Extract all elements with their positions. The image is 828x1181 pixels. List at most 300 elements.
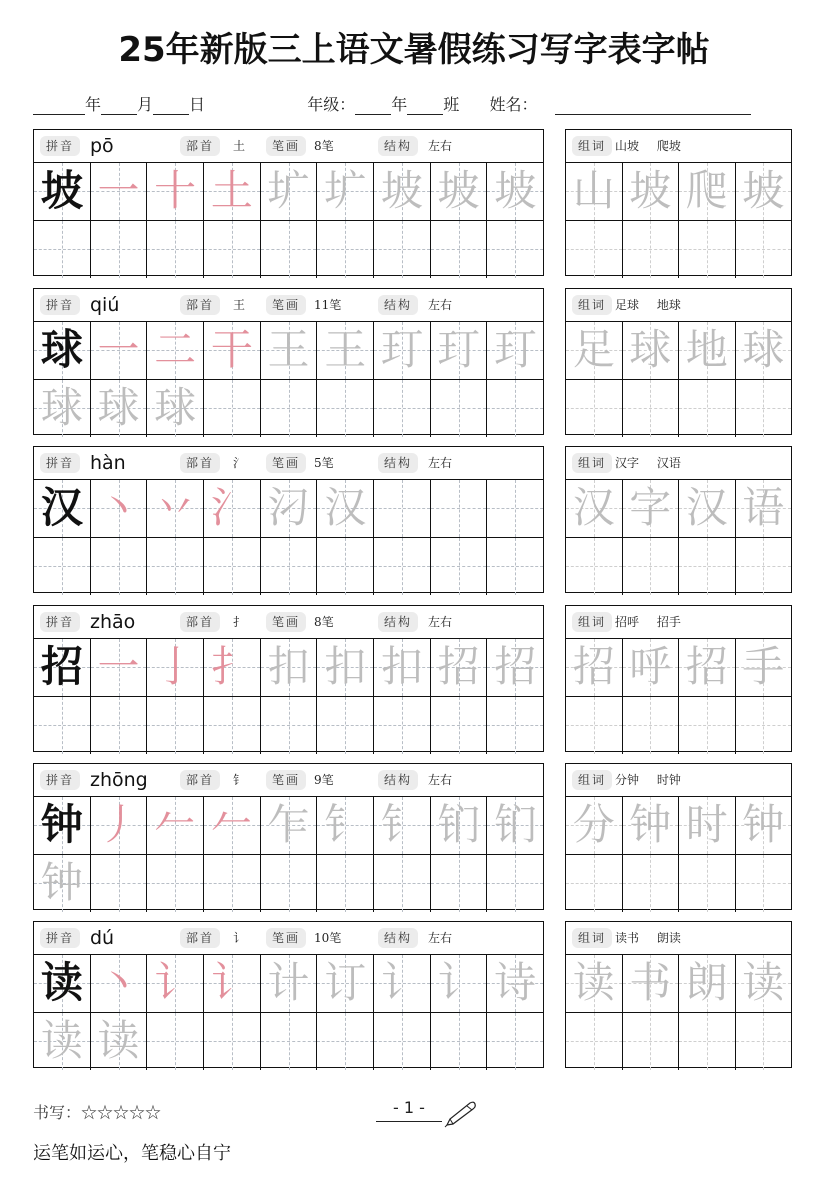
stroke-step-glyph: 坡 bbox=[494, 166, 537, 216]
word-trace-cell[interactable] bbox=[566, 639, 623, 696]
practice-cell[interactable] bbox=[623, 855, 680, 912]
practice-cell[interactable] bbox=[261, 380, 318, 437]
practice-cell[interactable] bbox=[431, 221, 488, 278]
strokes-label: 笔画 bbox=[266, 295, 306, 315]
practice-cell[interactable] bbox=[34, 697, 91, 754]
practice-cell[interactable] bbox=[317, 1013, 374, 1070]
stroke-step-glyph: 诗 bbox=[494, 958, 537, 1008]
stroke-order-cell[interactable] bbox=[317, 322, 374, 379]
radical-label: 部首 bbox=[180, 770, 220, 790]
practice-cell[interactable] bbox=[431, 855, 488, 912]
stroke-order-cell[interactable] bbox=[261, 955, 318, 1012]
grade-blank[interactable] bbox=[355, 96, 391, 115]
practice-cell[interactable] bbox=[317, 221, 374, 278]
stroke-order-cell[interactable] bbox=[487, 163, 543, 220]
word-trace-cell[interactable] bbox=[623, 955, 680, 1012]
stroke-order-cell[interactable] bbox=[91, 955, 148, 1012]
class-label: 班 bbox=[443, 95, 460, 114]
stroke-order-cell[interactable] bbox=[91, 380, 148, 437]
character-info-header bbox=[34, 447, 543, 480]
radical-value: 王 bbox=[233, 298, 246, 312]
class-blank[interactable] bbox=[407, 96, 443, 115]
pinyin-label: 拼音 bbox=[40, 770, 80, 790]
stroke-step-glyph: 圹 bbox=[267, 166, 310, 216]
practice-cell[interactable] bbox=[374, 855, 431, 912]
practice-cell[interactable] bbox=[204, 697, 261, 754]
word-trace-glyph: 书 bbox=[629, 958, 672, 1008]
practice-cell[interactable] bbox=[566, 538, 623, 595]
strokes-label: 笔画 bbox=[266, 928, 306, 948]
practice-cell[interactable] bbox=[317, 380, 374, 437]
stroke-order-cell[interactable] bbox=[204, 163, 261, 220]
stroke-order-cell[interactable] bbox=[317, 480, 374, 537]
practice-cell[interactable] bbox=[204, 380, 261, 437]
stroke-step-glyph: 圹 bbox=[324, 166, 367, 216]
stroke-step-glyph: 汈 bbox=[267, 483, 310, 533]
practice-cell[interactable] bbox=[431, 538, 488, 595]
stroke-step-glyph: 玎 bbox=[494, 325, 537, 375]
structure-value: 左右 bbox=[428, 931, 453, 945]
strokes-label: 笔画 bbox=[266, 136, 306, 156]
name-blank[interactable] bbox=[555, 96, 751, 115]
stroke-step-glyph: 二 bbox=[154, 325, 197, 375]
word-trace-glyph: 球 bbox=[629, 325, 672, 375]
stroke-step-glyph: 钔 bbox=[437, 800, 480, 850]
pinyin-value: zhāo bbox=[90, 611, 136, 633]
word-trace-cell[interactable] bbox=[679, 322, 736, 379]
word-trace-cell[interactable] bbox=[736, 797, 792, 854]
strokes-label: 笔画 bbox=[266, 770, 306, 790]
word-trace-cell[interactable] bbox=[736, 322, 792, 379]
practice-cell[interactable] bbox=[736, 855, 792, 912]
stroke-step-glyph: 𠂉 bbox=[154, 800, 197, 850]
name-label: 姓名： bbox=[489, 95, 538, 114]
practice-cell[interactable] bbox=[679, 1013, 736, 1070]
stroke-step-glyph: 氵 bbox=[210, 483, 253, 533]
grade-label: 年级： bbox=[307, 95, 356, 114]
word-trace-cell[interactable] bbox=[736, 480, 792, 537]
practice-cell[interactable] bbox=[487, 1013, 543, 1070]
word-trace-glyph: 时 bbox=[685, 800, 728, 850]
word-trace-cell[interactable] bbox=[679, 480, 736, 537]
stroke-step-glyph: 订 bbox=[324, 958, 367, 1008]
stroke-order-cell[interactable] bbox=[374, 955, 431, 1012]
practice-cell[interactable] bbox=[261, 697, 318, 754]
stroke-step-glyph: 扣 bbox=[380, 642, 423, 692]
practice-cell[interactable] bbox=[679, 380, 736, 437]
stroke-order-cell[interactable] bbox=[91, 480, 148, 537]
practice-cell[interactable] bbox=[261, 538, 318, 595]
practice-cell[interactable] bbox=[566, 1013, 623, 1070]
words-header bbox=[566, 447, 791, 480]
stroke-step-glyph: 讠 bbox=[437, 958, 480, 1008]
pinyin-label: 拼音 bbox=[40, 136, 80, 156]
practice-cell[interactable] bbox=[736, 538, 792, 595]
structure-value: 左右 bbox=[428, 773, 453, 787]
words-label: 组词 bbox=[572, 928, 612, 948]
radical-label: 部首 bbox=[180, 295, 220, 315]
character-section bbox=[0, 288, 828, 436]
practice-cell[interactable] bbox=[487, 380, 543, 437]
structure-label: 结构 bbox=[378, 770, 418, 790]
practice-cell[interactable] bbox=[487, 697, 543, 754]
pinyin-value: qiú bbox=[90, 294, 120, 316]
practice-cell[interactable] bbox=[566, 855, 623, 912]
word-trace-cell[interactable] bbox=[623, 322, 680, 379]
word-practice-grid bbox=[565, 288, 792, 435]
stroke-order-cell[interactable] bbox=[147, 955, 204, 1012]
word-trace-glyph: 爬 bbox=[685, 166, 728, 216]
stroke-order-cell[interactable] bbox=[374, 797, 431, 854]
stroke-order-cell[interactable] bbox=[147, 380, 204, 437]
word-trace-glyph: 山 bbox=[572, 166, 615, 216]
rating-stars[interactable]: ☆☆☆☆☆ bbox=[81, 1103, 162, 1122]
stroke-step-glyph: 丶 bbox=[97, 483, 140, 533]
word-trace-cell[interactable] bbox=[566, 955, 623, 1012]
word-trace-cell[interactable] bbox=[623, 163, 680, 220]
words-value: 汉字 汉语 bbox=[615, 456, 681, 470]
practice-cell[interactable] bbox=[431, 380, 488, 437]
word-trace-glyph: 球 bbox=[742, 325, 785, 375]
stroke-step-glyph: 扌 bbox=[210, 642, 253, 692]
stroke-order-cell[interactable] bbox=[431, 639, 488, 696]
stroke-order-cell[interactable] bbox=[261, 163, 318, 220]
practice-cell[interactable] bbox=[147, 697, 204, 754]
stroke-order-cell[interactable] bbox=[317, 163, 374, 220]
stroke-step-glyph: 王 bbox=[324, 325, 367, 375]
model-character: 坡 bbox=[40, 166, 83, 216]
word-trace-glyph: 足 bbox=[572, 325, 615, 375]
practice-cell[interactable] bbox=[147, 855, 204, 912]
model-character: 球 bbox=[40, 325, 83, 375]
stroke-order-cell[interactable] bbox=[487, 955, 543, 1012]
stroke-order-cell[interactable] bbox=[374, 322, 431, 379]
words-header bbox=[566, 130, 791, 163]
stroke-order-cell[interactable] bbox=[431, 797, 488, 854]
pinyin-label: 拼音 bbox=[40, 928, 80, 948]
stroke-order-cell[interactable] bbox=[91, 639, 148, 696]
stroke-order-cell[interactable] bbox=[374, 639, 431, 696]
practice-cell[interactable] bbox=[204, 855, 261, 912]
practice-cell[interactable] bbox=[623, 697, 680, 754]
word-trace-cell[interactable] bbox=[623, 797, 680, 854]
stroke-step-glyph: 钟 bbox=[40, 858, 83, 908]
practice-cell[interactable] bbox=[204, 1013, 261, 1070]
stroke-order-cell[interactable] bbox=[317, 955, 374, 1012]
stroke-step-glyph: 球 bbox=[154, 383, 197, 433]
practice-cell[interactable] bbox=[623, 1013, 680, 1070]
character-section bbox=[0, 129, 828, 277]
practice-cell[interactable] bbox=[679, 538, 736, 595]
structure-label: 结构 bbox=[378, 612, 418, 632]
word-trace-cell[interactable] bbox=[623, 639, 680, 696]
pinyin-value: pō bbox=[90, 135, 114, 157]
practice-cell[interactable] bbox=[147, 538, 204, 595]
word-practice-grid bbox=[565, 446, 792, 593]
practice-cell[interactable] bbox=[431, 697, 488, 754]
word-practice-grid bbox=[565, 921, 792, 1068]
words-value: 足球 地球 bbox=[615, 298, 681, 312]
word-trace-cell[interactable] bbox=[566, 322, 623, 379]
word-trace-glyph: 招 bbox=[685, 642, 728, 692]
stroke-order-cell[interactable] bbox=[147, 797, 204, 854]
words-value: 分钟 时钟 bbox=[615, 773, 681, 787]
practice-cell[interactable] bbox=[91, 855, 148, 912]
practice-cell[interactable] bbox=[623, 221, 680, 278]
stroke-step-glyph: 球 bbox=[40, 383, 83, 433]
stroke-step-glyph: 玎 bbox=[437, 325, 480, 375]
character-section bbox=[0, 763, 828, 911]
stroke-order-cell[interactable] bbox=[487, 322, 543, 379]
word-trace-cell[interactable] bbox=[566, 163, 623, 220]
stroke-step-glyph: 读 bbox=[40, 1016, 83, 1066]
structure-label: 结构 bbox=[378, 136, 418, 156]
student-info-line bbox=[33, 92, 751, 116]
stroke-step-glyph: 一 bbox=[97, 166, 140, 216]
structure-value: 左右 bbox=[428, 456, 453, 470]
stroke-order-cell[interactable] bbox=[34, 1013, 91, 1070]
radical-value: 土 bbox=[233, 139, 246, 153]
practice-cell[interactable] bbox=[736, 1013, 792, 1070]
stroke-order-cell[interactable] bbox=[374, 163, 431, 220]
stroke-order-cell[interactable] bbox=[147, 480, 204, 537]
word-trace-glyph: 语 bbox=[742, 483, 785, 533]
practice-cell[interactable] bbox=[679, 221, 736, 278]
page-number: - 1 - bbox=[376, 1098, 442, 1122]
stroke-order-cell[interactable] bbox=[34, 855, 91, 912]
character-info-header bbox=[34, 922, 543, 955]
stroke-step-glyph: 乍 bbox=[267, 800, 310, 850]
stroke-order-cell[interactable] bbox=[431, 955, 488, 1012]
practice-cell[interactable] bbox=[374, 538, 431, 595]
stroke-order-cell[interactable] bbox=[34, 380, 91, 437]
model-character-cell bbox=[34, 639, 91, 696]
grade-year-label: 年 bbox=[391, 95, 408, 114]
stroke-step-glyph: 汉 bbox=[324, 483, 367, 533]
stroke-order-cell[interactable] bbox=[91, 163, 148, 220]
practice-cell[interactable] bbox=[374, 380, 431, 437]
stroke-practice-grid bbox=[33, 288, 544, 435]
word-trace-cell[interactable] bbox=[623, 480, 680, 537]
stroke-step-glyph: 坡 bbox=[437, 166, 480, 216]
practice-cell[interactable] bbox=[374, 221, 431, 278]
stroke-order-cell[interactable] bbox=[261, 322, 318, 379]
stroke-step-glyph: 讠 bbox=[154, 958, 197, 1008]
practice-cell[interactable] bbox=[204, 538, 261, 595]
word-trace-glyph: 字 bbox=[629, 483, 672, 533]
stroke-practice-grid bbox=[33, 605, 544, 752]
radical-value: 讠 bbox=[233, 931, 246, 945]
word-trace-cell[interactable] bbox=[679, 955, 736, 1012]
radical-value: 钅 bbox=[233, 773, 246, 787]
practice-cell[interactable] bbox=[679, 855, 736, 912]
structure-label: 结构 bbox=[378, 295, 418, 315]
stroke-step-glyph: 扣 bbox=[324, 642, 367, 692]
stroke-order-cell[interactable] bbox=[204, 797, 261, 854]
practice-cell[interactable] bbox=[431, 480, 488, 537]
stroke-order-cell[interactable] bbox=[91, 1013, 148, 1070]
radical-label: 部首 bbox=[180, 612, 220, 632]
stroke-step-glyph: 王 bbox=[267, 325, 310, 375]
word-trace-glyph: 读 bbox=[572, 958, 615, 1008]
stroke-step-glyph: 亅 bbox=[154, 642, 197, 692]
day-label: 日 bbox=[189, 95, 206, 114]
strokes-value: 10笔 bbox=[314, 931, 342, 945]
word-trace-glyph: 汉 bbox=[572, 483, 615, 533]
stroke-order-cell[interactable] bbox=[317, 797, 374, 854]
stroke-step-glyph: 扣 bbox=[267, 642, 310, 692]
stroke-step-glyph: 钔 bbox=[494, 800, 537, 850]
structure-value: 左右 bbox=[428, 298, 453, 312]
stroke-order-cell[interactable] bbox=[261, 797, 318, 854]
stroke-order-cell[interactable] bbox=[487, 639, 543, 696]
model-character: 读 bbox=[40, 958, 83, 1008]
stroke-order-cell[interactable] bbox=[147, 322, 204, 379]
word-trace-cell[interactable] bbox=[736, 639, 792, 696]
stroke-order-cell[interactable] bbox=[204, 639, 261, 696]
word-trace-cell[interactable] bbox=[679, 797, 736, 854]
stroke-step-glyph: 一 bbox=[97, 325, 140, 375]
practice-cell[interactable] bbox=[566, 380, 623, 437]
pen-icon bbox=[444, 1100, 478, 1128]
stroke-step-glyph: 招 bbox=[437, 642, 480, 692]
practice-cell[interactable] bbox=[317, 855, 374, 912]
practice-cell[interactable] bbox=[91, 538, 148, 595]
month-blank[interactable] bbox=[101, 96, 137, 115]
word-trace-cell[interactable] bbox=[566, 797, 623, 854]
stroke-practice-grid bbox=[33, 129, 544, 276]
stroke-step-glyph: 钅 bbox=[380, 800, 423, 850]
year-blank[interactable] bbox=[33, 96, 85, 115]
stroke-order-cell[interactable] bbox=[261, 639, 318, 696]
word-trace-cell[interactable] bbox=[736, 955, 792, 1012]
words-label: 组词 bbox=[572, 453, 612, 473]
stroke-step-glyph: 𠂉 bbox=[210, 800, 253, 850]
word-trace-glyph: 钟 bbox=[629, 800, 672, 850]
stroke-order-cell[interactable] bbox=[147, 163, 204, 220]
practice-cell[interactable] bbox=[736, 697, 792, 754]
strokes-value: 9笔 bbox=[314, 773, 334, 787]
word-practice-grid bbox=[565, 763, 792, 910]
stroke-practice-grid bbox=[33, 921, 544, 1068]
word-trace-cell[interactable] bbox=[679, 639, 736, 696]
practice-cell[interactable] bbox=[374, 697, 431, 754]
pinyin-value: hàn bbox=[90, 452, 126, 474]
stroke-step-glyph: 玎 bbox=[380, 325, 423, 375]
practice-cell[interactable] bbox=[487, 855, 543, 912]
practice-cell[interactable] bbox=[34, 221, 91, 278]
stroke-step-glyph: 土 bbox=[210, 166, 253, 216]
stroke-order-cell[interactable] bbox=[431, 163, 488, 220]
model-character: 招 bbox=[40, 642, 83, 692]
stroke-order-cell[interactable] bbox=[91, 797, 148, 854]
words-value: 读书 朗读 bbox=[615, 931, 681, 945]
stroke-order-cell[interactable] bbox=[204, 955, 261, 1012]
strokes-label: 笔画 bbox=[266, 453, 306, 473]
practice-cell[interactable] bbox=[487, 480, 543, 537]
practice-cell[interactable] bbox=[623, 538, 680, 595]
pinyin-value: dú bbox=[90, 927, 115, 949]
word-trace-glyph: 招 bbox=[572, 642, 615, 692]
practice-cell[interactable] bbox=[736, 380, 792, 437]
word-trace-glyph: 朗 bbox=[685, 958, 728, 1008]
radical-value: 氵 bbox=[233, 456, 246, 470]
character-info-header bbox=[34, 130, 543, 163]
practice-cell[interactable] bbox=[261, 1013, 318, 1070]
practice-cell[interactable] bbox=[566, 221, 623, 278]
words-header bbox=[566, 606, 791, 639]
practice-cell[interactable] bbox=[317, 538, 374, 595]
practice-cell[interactable] bbox=[317, 697, 374, 754]
pinyin-label: 拼音 bbox=[40, 453, 80, 473]
practice-cell[interactable] bbox=[679, 697, 736, 754]
strokes-value: 5笔 bbox=[314, 456, 334, 470]
practice-cell[interactable] bbox=[431, 1013, 488, 1070]
stroke-step-glyph: 丿 bbox=[97, 800, 140, 850]
practice-cell[interactable] bbox=[374, 480, 431, 537]
structure-label: 结构 bbox=[378, 928, 418, 948]
practice-cell[interactable] bbox=[91, 221, 148, 278]
stroke-practice-grid bbox=[33, 763, 544, 910]
word-trace-cell[interactable] bbox=[736, 163, 792, 220]
practice-cell[interactable] bbox=[147, 1013, 204, 1070]
word-trace-glyph: 地 bbox=[685, 325, 728, 375]
practice-cell[interactable] bbox=[374, 1013, 431, 1070]
stroke-step-glyph: 十 bbox=[154, 166, 197, 216]
stroke-step-glyph: 丷 bbox=[154, 483, 197, 533]
stroke-step-glyph: 球 bbox=[97, 383, 140, 433]
word-trace-cell[interactable] bbox=[566, 480, 623, 537]
stroke-step-glyph: 计 bbox=[267, 958, 310, 1008]
strokes-label: 笔画 bbox=[266, 612, 306, 632]
structure-value: 左右 bbox=[428, 615, 453, 629]
structure-value: 左右 bbox=[428, 139, 453, 153]
practice-cell[interactable] bbox=[261, 855, 318, 912]
word-practice-grid bbox=[565, 129, 792, 276]
stroke-order-cell[interactable] bbox=[317, 639, 374, 696]
practice-cell[interactable] bbox=[261, 221, 318, 278]
day-blank[interactable] bbox=[153, 96, 189, 115]
character-info-header bbox=[34, 606, 543, 639]
radical-label: 部首 bbox=[180, 928, 220, 948]
practice-cell[interactable] bbox=[204, 221, 261, 278]
strokes-value: 11笔 bbox=[314, 298, 342, 312]
stroke-order-cell[interactable] bbox=[487, 797, 543, 854]
practice-cell[interactable] bbox=[147, 221, 204, 278]
words-label: 组词 bbox=[572, 770, 612, 790]
word-trace-glyph: 呼 bbox=[629, 642, 672, 692]
model-character-cell bbox=[34, 163, 91, 220]
strokes-value: 8笔 bbox=[314, 139, 334, 153]
practice-cell[interactable] bbox=[487, 221, 543, 278]
words-header bbox=[566, 764, 791, 797]
practice-cell[interactable] bbox=[34, 538, 91, 595]
practice-cell[interactable] bbox=[736, 221, 792, 278]
stroke-order-cell[interactable] bbox=[147, 639, 204, 696]
stroke-order-cell[interactable] bbox=[431, 322, 488, 379]
stroke-step-glyph: 读 bbox=[97, 1016, 140, 1066]
practice-cell[interactable] bbox=[623, 380, 680, 437]
writing-rating bbox=[33, 1100, 161, 1123]
word-trace-cell[interactable] bbox=[679, 163, 736, 220]
stroke-order-cell[interactable] bbox=[204, 322, 261, 379]
practice-cell[interactable] bbox=[487, 538, 543, 595]
stroke-order-cell[interactable] bbox=[91, 322, 148, 379]
practice-cell[interactable] bbox=[566, 697, 623, 754]
stroke-order-cell[interactable] bbox=[261, 480, 318, 537]
stroke-order-cell[interactable] bbox=[204, 480, 261, 537]
practice-cell[interactable] bbox=[91, 697, 148, 754]
